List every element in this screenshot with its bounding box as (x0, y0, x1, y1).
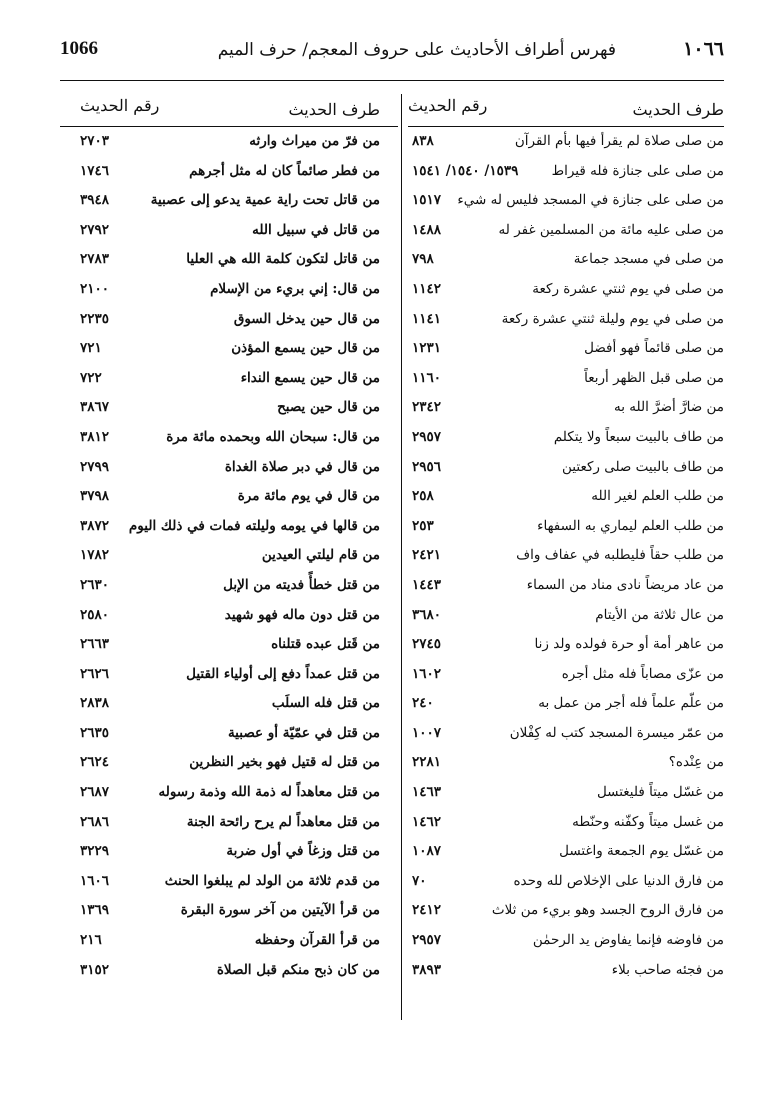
index-entry (60, 660, 398, 690)
hadith-text: من طاف بالبيت صلى ركعتين (562, 458, 724, 475)
hadith-text: من عال ثلاثة من الأيتام (595, 606, 724, 623)
hadith-number: ٢٤١٢ (412, 902, 442, 919)
hadith-number: ٢٧٠٣ (80, 133, 110, 149)
index-entry (408, 275, 724, 305)
hadith-text: من علّم علماً فله أجر من عمل به (538, 695, 724, 712)
left-column-rows (60, 127, 398, 985)
index-entry (408, 956, 724, 986)
hadith-text: من قال: سبحان الله وبحمده مائة مرة (166, 428, 380, 445)
left-column-header (60, 92, 398, 127)
hadith-text: من قال حين يسمع النداء (240, 369, 380, 386)
hadith-number: ٣٨٩٣ (412, 961, 442, 978)
page-title: فهرس أطراف الأحاديث على حروف المعجم/ حرف الميم (217, 40, 616, 60)
hadith-text: من غسل ميتاً وكفّنه وحنّطه (572, 813, 724, 830)
hadith-number: ٢٤٠ (412, 695, 434, 712)
hadith-text: من فجئه صاحب بلاء (611, 961, 724, 978)
index-entry (60, 956, 398, 986)
index-entry (408, 808, 724, 838)
hadith-text: من طلب العلم ليماري به السفهاء (537, 517, 724, 534)
hadith-number: ٧٩٨ (412, 251, 434, 268)
hadith-text: من فرّ من ميراث وارثه (249, 133, 380, 149)
hadith-number: ٢٥٣ (412, 517, 434, 534)
index-entry (60, 748, 398, 778)
hadith-text: من قال حين يدخل السوق (233, 310, 380, 327)
index-entry (408, 867, 724, 897)
hadith-number: ٧٢١ (80, 340, 102, 357)
index-entry (408, 896, 724, 926)
index-entry (408, 541, 724, 571)
index-entry (60, 127, 398, 157)
hadith-text: من صلى في مسجد جماعة (573, 251, 724, 268)
hadith-text: من عمّر ميسرة المسجد كتب له كِفْلان (509, 724, 724, 741)
hadith-number: ١٦٠٢ (412, 665, 442, 682)
hadith-text: من كان ذبح منكم قبل الصلاة (216, 961, 380, 978)
index-entry (60, 393, 398, 423)
hadith-text: من قرأ القرآن وحفظه (254, 932, 380, 949)
hadith-text: من قتل وزغاً في أول ضربة (226, 843, 380, 860)
hadith-text-heading: طرف الحديث (632, 100, 724, 119)
hadith-number: ٧٢٢ (80, 369, 102, 386)
hadith-text: من قتل فله السلَب (271, 695, 380, 712)
hadith-text: من قدم ثلاثة من الولد لم يبلغوا الحنث (164, 872, 380, 889)
hadith-number: ٢٩٥٧ (412, 428, 442, 445)
index-entry (408, 512, 724, 542)
hadith-text: من صلى على جنازة فله قيراط (551, 162, 724, 179)
hadith-number: ١٤٨٨ (412, 221, 442, 238)
page-number-arabic: ١٠٦٦ (683, 38, 724, 60)
index-entry (60, 778, 398, 808)
hadith-number: ٢٦٢٤ (80, 754, 110, 771)
hadith-text: من طاف بالبيت سبعاً ولا يتكلم (553, 428, 724, 445)
hadith-number: ٢٧٩٢ (80, 221, 110, 238)
hadith-text: من فارق الروح الجسد وهو بريء من ثلاث (491, 902, 724, 919)
hadith-number: ٢٧٩٩ (80, 458, 110, 475)
index-entry (408, 127, 724, 157)
hadith-text: من قالها في يومه وليلته فمات في ذلك اليوم (128, 517, 380, 534)
index-entry (408, 571, 724, 601)
index-entry (60, 245, 398, 275)
index-entry (60, 571, 398, 601)
hadith-text: من صلى في يوم ثنتي عشرة ركعة (532, 280, 724, 297)
right-column (408, 92, 724, 985)
hadith-number: ١٤٦٣ (412, 784, 442, 801)
hadith-text: من قتل له قتيل فهو بخير النظرين (189, 754, 380, 771)
hadith-number: ٣٨٧٢ (80, 517, 110, 534)
index-entry (60, 453, 398, 483)
hadith-text: من قاتل في سبيل الله (252, 221, 380, 238)
hadith-number: ١١٤٢ (412, 280, 442, 297)
index-entry (408, 186, 724, 216)
hadith-text: من غسّل يوم الجمعة واغتسل (559, 843, 724, 860)
hadith-number: ١٠٠٧ (412, 724, 442, 741)
hadith-text: من قتل عمداً دفع إلى أولياء القتيل (186, 665, 380, 682)
index-entry (60, 305, 398, 335)
hadith-text: من قاتل لتكون كلمة الله هي العليا (186, 251, 380, 268)
index-entry (60, 630, 398, 660)
index-entry (60, 482, 398, 512)
index-entry (408, 601, 724, 631)
hadith-text-heading: طرف الحديث (288, 100, 380, 119)
hadith-number: ١١٦٠ (412, 369, 442, 386)
index-entry (60, 334, 398, 364)
page-header (60, 38, 724, 78)
hadith-text: من صلى قبل الظهر أربعاً (584, 369, 724, 386)
index-entry (60, 867, 398, 897)
index-entry (408, 630, 724, 660)
column-divider (401, 94, 402, 1020)
hadith-text: من فطر صائماً كان له مثل أجرهم (189, 162, 380, 179)
index-entry (408, 778, 724, 808)
hadith-number: ٢٨٣٨ (80, 695, 110, 712)
hadith-text: من فارق الدنيا على الإخلاص لله وحده (513, 872, 724, 889)
page-number-latin: 1066 (60, 38, 98, 59)
hadith-number: ٢٦٣٠ (80, 576, 110, 593)
index-entry (408, 748, 724, 778)
hadith-number: ٣١٥٢ (80, 961, 110, 978)
hadith-number: ٢٦٨٦ (80, 813, 110, 830)
hadith-number: ١٥٣٩/ ١٥٤٠/ ١٥٤١ (412, 162, 519, 179)
hadith-number: ٣٩٤٨ (80, 192, 110, 209)
hadith-number: ٢١٦ (80, 932, 102, 949)
index-entry (60, 157, 398, 187)
index-entry (408, 305, 724, 335)
hadith-text: من قاتل تحت راية عمية يدعو إلى عصبية (150, 192, 380, 209)
hadith-number: ١٥١٧ (412, 192, 442, 209)
index-entry (60, 512, 398, 542)
index-entry (60, 808, 398, 838)
index-entry (60, 186, 398, 216)
hadith-number: ١٤٦٢ (412, 813, 442, 830)
hadith-text: من قتل معاهداً له ذمة الله وذمة رسوله (158, 784, 380, 801)
index-entry (60, 601, 398, 631)
hadith-text: من ضارَّ أضرَّ الله به (614, 399, 724, 416)
hadith-text: من صلى في يوم وليلة ثنتي عشرة ركعة (501, 310, 724, 327)
hadith-number: ٢٢٣٥ (80, 310, 110, 327)
hadith-text: من عزّى مصاباً فله مثل أجره (561, 665, 724, 682)
index-entry (408, 719, 724, 749)
hadith-number: ٢٥٨٠ (80, 606, 110, 623)
hadith-number: ٣٧٩٨ (80, 488, 110, 505)
hadith-number: ١٧٨٢ (80, 547, 110, 564)
index-entry (408, 423, 724, 453)
hadith-number: ١٢٣١ (412, 340, 442, 357)
hadith-number: ٣٢٢٩ (80, 843, 110, 860)
hadith-text: من صلى على جنازة في المسجد فليس له شيء (457, 192, 724, 209)
header-rule (60, 80, 724, 81)
index-entry (408, 689, 724, 719)
hadith-text: من قتل خطأً فديته من الإبل (223, 576, 380, 593)
index-entry (408, 393, 724, 423)
hadith-text: من صلى صلاة لم يقرأ فيها بأم القرآن (514, 133, 724, 149)
left-column (60, 92, 398, 985)
index-entry (60, 896, 398, 926)
index-entry (60, 216, 398, 246)
hadith-text: من صلى عليه مائة من المسلمين غفر له (498, 221, 724, 238)
hadith-text: من قال في دبر صلاة الغداة (224, 458, 380, 475)
index-entry (408, 660, 724, 690)
index-entry (60, 837, 398, 867)
right-column-rows (408, 127, 724, 985)
hadith-number: ٣٦٨٠ (412, 606, 442, 623)
right-column-header (408, 92, 724, 127)
hadith-number: ٢٦٦٣ (80, 636, 110, 653)
hadith-number: ٢٥٨ (412, 488, 434, 505)
hadith-text: من قرأ الآيتين من آخر سورة البقرة (180, 902, 380, 919)
index-entry (60, 926, 398, 956)
index-entry (408, 453, 724, 483)
hadith-number: ٢٩٥٦ (412, 458, 442, 475)
index-entry (60, 275, 398, 305)
hadith-text: من قتل في عمّيّة أو عصبية (227, 724, 380, 741)
hadith-text: من طلب العلم لغير الله (591, 488, 724, 505)
hadith-number: ١٧٤٦ (80, 162, 110, 179)
hadith-number: ١٦٠٦ (80, 872, 110, 889)
hadith-number: ٢٧٨٣ (80, 251, 110, 268)
index-entry (408, 926, 724, 956)
index-entry (408, 216, 724, 246)
hadith-text: من غسّل ميتاً فليغتسل (596, 784, 724, 801)
hadith-number: ٢٧٤٥ (412, 636, 442, 653)
hadith-number: ٢٦٨٧ (80, 784, 110, 801)
hadith-text: من قتل دون ماله فهو شهيد (224, 606, 380, 623)
hadith-number: ٢٦٢٦ (80, 665, 110, 682)
index-entry (408, 157, 724, 187)
hadith-text: من عاهر أمة أو حرة فولده ولد زنا (534, 636, 724, 653)
hadith-number: ٨٣٨ (412, 133, 434, 149)
hadith-text: من قال حين يصبح (277, 399, 380, 416)
hadith-text: من قَتل عبده قتلناه (271, 636, 380, 653)
hadith-number-heading: رقم الحديث (408, 96, 488, 115)
hadith-number: ٢٣٤٢ (412, 399, 442, 416)
index-entry (60, 423, 398, 453)
hadith-text: من قال في يوم مائة مرة (237, 488, 380, 505)
hadith-number: ٣٨٦٧ (80, 399, 110, 416)
index-entry (60, 541, 398, 571)
hadith-text: من قام ليلتي العيدين (261, 547, 380, 564)
hadith-text: من طلب حقاً فليطلبه في عفاف واف (516, 547, 724, 564)
index-entry (408, 245, 724, 275)
hadith-text: من فاوضه فإنما يفاوض يد الرحمٰن (532, 932, 724, 949)
index-entry (60, 719, 398, 749)
index-entry (408, 837, 724, 867)
hadith-text: من صلى قائماً فهو أفضل (584, 340, 724, 357)
hadith-number-heading: رقم الحديث (80, 96, 160, 115)
hadith-number: ٣٨١٢ (80, 428, 110, 445)
index-entry (408, 482, 724, 512)
hadith-number: ١١٤١ (412, 310, 442, 327)
hadith-number: ٢٤٢١ (412, 547, 442, 564)
hadith-number: ٧٠ (412, 872, 427, 889)
index-entry (60, 689, 398, 719)
hadith-number: ٢١٠٠ (80, 280, 110, 297)
hadith-text: من عِنْده؟ (668, 754, 724, 771)
hadith-number: ١٤٤٣ (412, 576, 442, 593)
hadith-number: ٢٦٣٥ (80, 724, 110, 741)
hadith-text: من قال: إني بريء من الإسلام (210, 280, 380, 297)
hadith-text: من قتل معاهداً لم يرح رائحة الجنة (186, 813, 380, 830)
index-entry (60, 364, 398, 394)
hadith-number: ١٠٨٧ (412, 843, 442, 860)
index-entry (408, 334, 724, 364)
index-entry (408, 364, 724, 394)
hadith-number: ١٣٦٩ (80, 902, 110, 919)
hadith-text: من قال حين يسمع المؤذن (231, 340, 380, 357)
hadith-number: ٢٩٥٧ (412, 932, 442, 949)
hadith-number: ٢٢٨١ (412, 754, 442, 771)
hadith-text: من عاد مريضاً نادى مناد من السماء (526, 576, 724, 593)
